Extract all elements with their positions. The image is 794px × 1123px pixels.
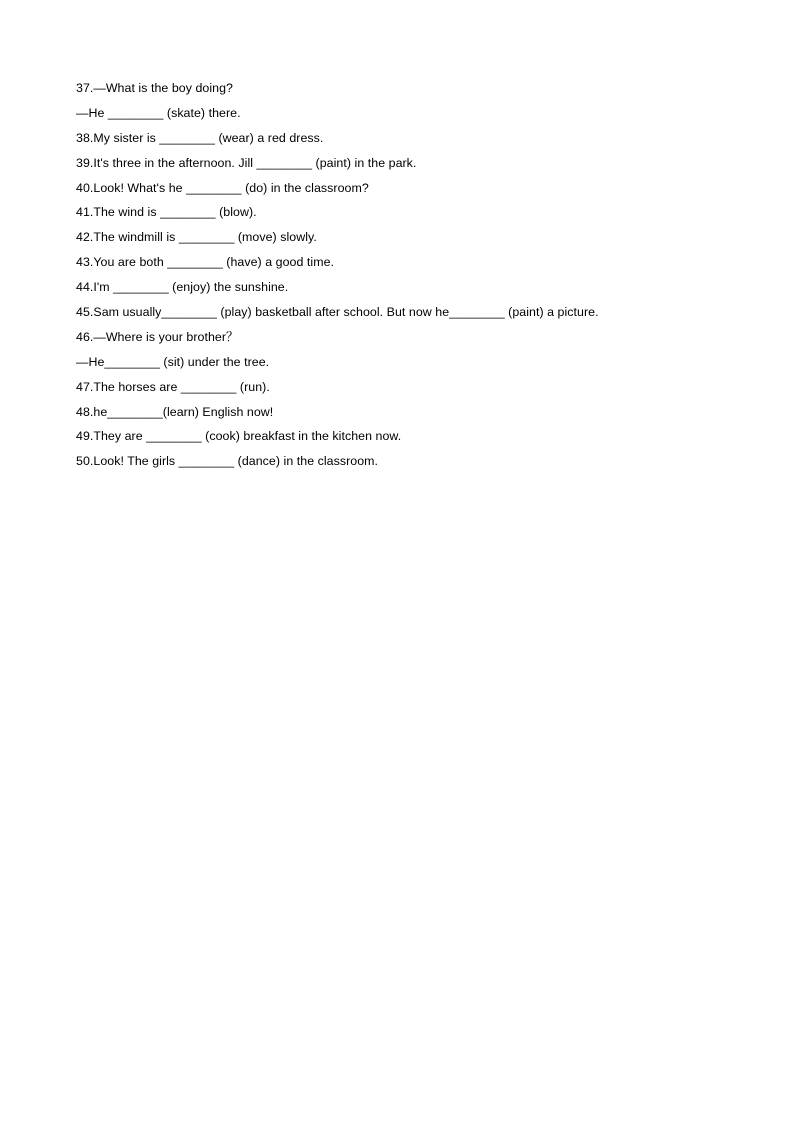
exercise-list: [76, 78, 716, 476]
question-38: 38.My sister is ________ (wear) a red dress.: [76, 130, 324, 145]
question-40: 40.Look! What's he ________ (do) in the classroom?: [76, 180, 369, 195]
question-46-prompt: 46.—Where is your brother？: [76, 329, 239, 344]
question-37-prompt: 37.—What is the boy doing?: [76, 81, 233, 95]
question-41: 41.The wind is ________ (blow).: [76, 205, 257, 220]
question-39: 39.It's three in the afternoon. Jill ________ (paint) in the park.: [76, 155, 417, 170]
question-45: 45.Sam usually________ (play) basketball after school. But now he________ (paint) a picture.: [76, 305, 599, 320]
question-37-answer: —He ________ (skate) there.: [76, 105, 241, 120]
question-42: 42.The windmill is ________ (move) slowly.: [76, 230, 317, 245]
question-44: 44.I'm ________ (enjoy) the sunshine.: [76, 280, 289, 295]
question-50: 50.Look! The girls ________ (dance) in the classroom.: [76, 454, 379, 469]
question-49: 49.They are ________ (cook) breakfast in the kitchen now.: [76, 429, 402, 444]
question-43: 43.You are both ________ (have) a good time.: [76, 255, 335, 270]
question-47: 47.The horses are ________ (run).: [76, 379, 270, 394]
question-46-answer: —He________ (sit) under the tree.: [76, 354, 270, 369]
question-48: 48.he________(learn) English now!: [76, 404, 274, 419]
